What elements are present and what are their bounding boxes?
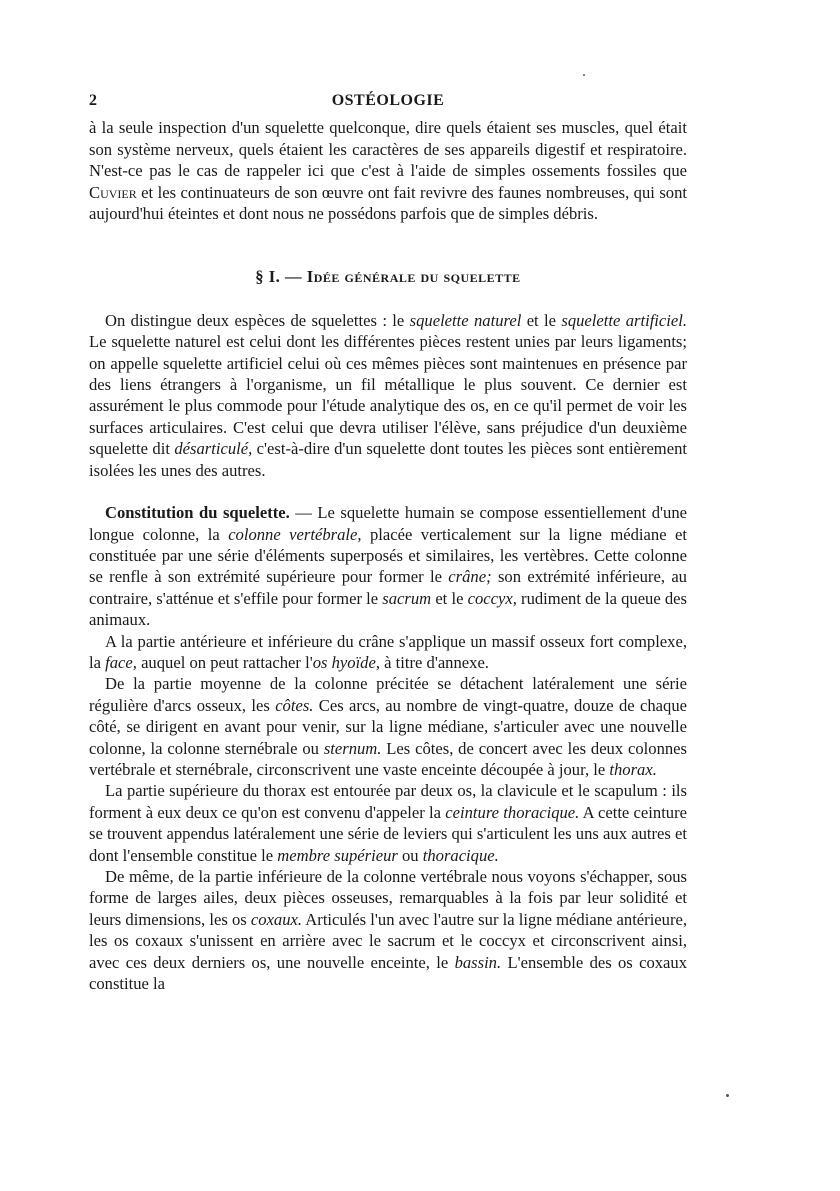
page-number: 2 [89,92,98,109]
author-name: Cuvier [89,182,137,202]
book-page [89,90,687,994]
scan-speck [583,74,585,76]
running-header [89,90,687,111]
scan-speck [726,1094,729,1097]
intro-paragraph: à la seule inspection d'un squelette quelconque, dire quels étaient ses muscles, quel était son système nerveux, quels étaient les caractères de ses appareils digestif et respiratoire. N'est-ce pas le cas de rappeler ici que c'est à l'aide de simples ossements fossiles que Cuvier et les continuateurs de son œuvre ont fait revivre des faunes nombreuses, qui sont aujourd'hui éteintes et dont nous ne possédons parfois que de simples débris. [89,118,687,224]
paragraph-cotes: De la partie moyenne de la colonne précitée se détachent latéralement une série régulière d'arcs osseux, les côtes. Ces arcs, au nombre de vingt-quatre, douze de chaque côté, se dirigent en avant pour venir, sur la ligne médiane, s'articuler avec une nouvelle colonne, la colonne sternébrale ou sternum. Les côtes, de concert avec les deux colonnes vertébrale et sternébrale, circonscrivent une vaste enceinte découpée à jour, le thorax. [89,674,688,779]
section-heading: § I. — Idée générale du squelette [255,267,521,287]
run-in-heading: Constitution du squelette. [105,503,290,523]
paragraph-bassin: De même, de la partie inférieure de la colonne vertébrale nous voyons s'échapper, sous forme de larges ailes, deux pièces osseuses, remarquables à la fois par leur solidité et leurs dimensions, les os coxaux. Articulés l'un avec l'autre sur la ligne médiane antérieure, les os coxaux s'unissent en arrière avec le sacrum et le coccyx et circonscrivent ainsi, avec ces deux derniers os, une nouvelle enceinte, le bassin. L'ensemble des os coxaux constitue la [89,867,688,994]
paragraph-ceinture-thoracique: La partie supérieure du thorax est entourée par deux os, la clavicule et le scapulum : ils forment à eux deux ce qu'on est convenu d'appeler la ceinture thoracique. A cette ceinture se trouvent appendus latéralement une série de leviers qui s'articulent les uns aux autres et dont l'ensemble constitue le membre supérieur ou thoracique. [89,781,687,865]
paragraph-face: A la partie antérieure et inférieure du crâne s'applique un massif osseux fort complexe, la face, auquel on peut rattacher l'os hyoïde, à titre d'annexe. [89,631,687,672]
running-title: OSTÉOLOGIE [331,92,445,109]
paragraph-constitution: Constitution du squelette. — Le squelette humain se compose essentiellement d'une longue colonne, la colonne vertébrale, placée verticalement sur la ligne médiane et constituée par une série d'éléments superposés et similaires, les vertèbres. Cette colonne se renfle à son extrémité supérieure pour former le crâne; son extrémité inférieure, au contraire, s'atténue et s'effile pour former le sacrum et le coccyx, rudiment de la queue des animaux. [89,503,688,630]
paragraph-squelettes: On distingue deux espèces de squelettes : le squelette naturel et le squelette artificiel. Le squelette naturel est celui dont les différentes pièces restent unies par leurs ligaments; on appelle squelette artificiel celui où ces mêmes pièces sont maintenues en présence par des liens étrangers à l'organisme, un fil métallique le plus souvent. Ce dernier est assurément le plus commode pour l'étude analytique des os, en ce qu'il permet de voir les surfaces articulaires. C'est celui que devra utiliser l'élève, sans préjudice d'un deuxième squelette dit désarticulé, c'est-à-dire d'un squelette dont toutes les pièces sont entièrement isolées les unes des autres. [89,310,688,480]
